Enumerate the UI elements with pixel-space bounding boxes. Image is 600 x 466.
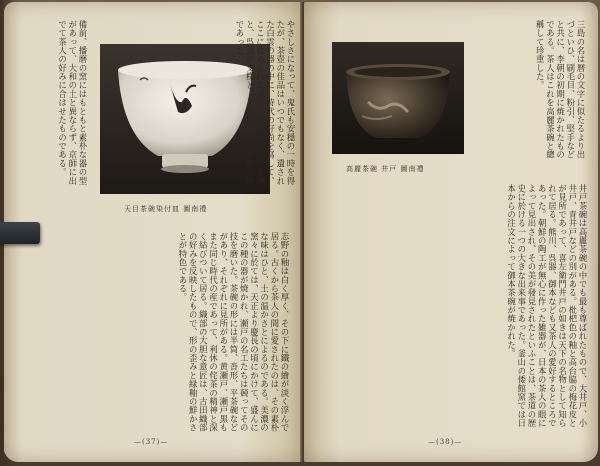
right-page — [304, 2, 598, 462]
left-upper-text-2: 備前、播磨の窯にはもともと素朴な器の型があって、大和の土と異ならず、京師に出でて茶人の好みに合はせたものである。 — [57, 20, 88, 186]
right-page-number: —(38)— — [428, 438, 463, 446]
left-upper-text: やさしさになって、鬼氏も安穩の一時を得たが、茶壺の佳品はいつでもなく、遺された白雲の器の中に、時代の好尚を寫して、ここに收められた天目の姿を思ふ。白茶碗と、呉須の文様と、これは一つの愛翫の物であった。 — [234, 20, 296, 186]
right-photo-bowl — [332, 42, 464, 154]
right-lower-text: 井戸茶碗は高麗茶碗の中でも最も尊ばれたもので、大井戸、小井戸、青井戸などの別がある。枇杷色の釉と高台脇の梅花皮とが見所であって、喜左衛門井戸の如きは天下の名物として知られて居る。熊川、呉器、御本なども又茶人の愛好するところであった。朝鮮の陶工が無心に作った雑器が、日本の茶人の眼によって見出され、その美が發見されたといふことは、茶道の歴史に於ける一つの大きな出来事であった。釜山の倭館窯では日本からの注文によって御本茶碗が焼かれた。 — [506, 184, 588, 428]
left-page-number: —(37)— — [134, 438, 169, 446]
right-upper-text: 三島の名は暦の文字に似たるより出づといひ、刷毛目、粉引、堅手などと共に、李朝の初期に焼かれたものである。茶人はこれを高麗茶碗と總稱して珍重した。 — [535, 20, 586, 160]
left-lower-text: 志野の釉は白く厚く、その下に鐵の繪が淡く浮んで居る。古くから茶人の間に愛されたのは、その素朴な味はひと、土の温かさとによるのである。美濃の窯々に於ては、天正より慶長の頃にかけて、盛んにこの種の器が焼かれ、瀬戸の名工たちは競ってその技を磨いた。茶碗の形には半筒、沓形、平茶碗などがあり、それぞれに見所がある。黄瀬戸、瀬戸黒もまた同じ時代の産であって、利休の侘茶の精神と深く結びついて居る。織部の大胆な意匠は、古田織部の好みを反映したもので、形の歪みと緑釉の鮮かさとが特色である。 — [177, 232, 290, 432]
left-page — [4, 2, 302, 462]
left-photo-caption: 天目茶碗染付皿 圖南禮 — [124, 205, 208, 213]
dark-bowl-image — [332, 42, 464, 154]
bookmark-tab — [0, 222, 40, 244]
open-book — [4, 2, 598, 464]
right-photo-caption: 高麗茶碗 井戸 圖南禮 — [346, 165, 425, 173]
